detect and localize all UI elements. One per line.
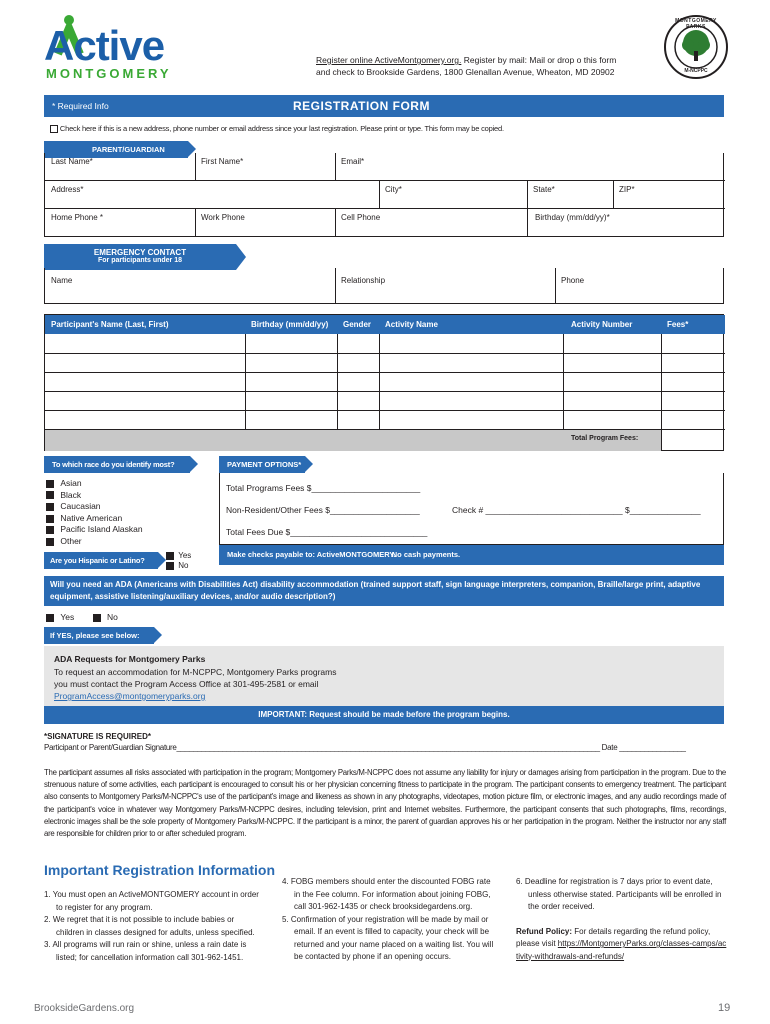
tab-arrow [154, 627, 162, 643]
col-fees: Fees* [667, 320, 689, 329]
info-title: Important Registration Information [44, 862, 275, 878]
race-tab: To which race do you identify most? [44, 456, 190, 473]
zip-field[interactable]: ZIP* [619, 185, 635, 194]
new-address-note: Check here if this is a new address, phone number or email address since your last registration. Please print or type. This form may be copied. [59, 124, 504, 133]
emergency-name-field[interactable]: Name [51, 276, 73, 285]
emergency-phone-field[interactable]: Phone [561, 276, 585, 285]
payment-tab: PAYMENT OPTIONS* [219, 456, 305, 473]
emergency-sub: For participants under 18 [97, 257, 183, 264]
signature-required: *SIGNATURE IS REQUIRED* [44, 732, 151, 741]
tab-arrow [190, 456, 198, 472]
refund-text: For details regarding the refund policy, please visit [516, 926, 711, 948]
logo-word: Active [44, 22, 165, 69]
no-cash-text: No cash payments. [391, 550, 461, 559]
total-fees-row [45, 430, 661, 451]
if-yes-tab: If YES, please see below: [44, 627, 154, 644]
ada-yes-checkbox[interactable] [46, 614, 54, 622]
payable-text: Make checks payable to: ActiveMONTGOMERY. [227, 550, 396, 559]
state-field[interactable]: State* [533, 185, 555, 194]
seal-sub: M-NCPPC [684, 68, 708, 74]
checkbox-icon[interactable] [46, 503, 54, 511]
hispanic-yes[interactable]: Yes [166, 551, 191, 561]
work-phone-field[interactable]: Work Phone [201, 213, 245, 222]
last-name-field[interactable]: Last Name* [51, 157, 93, 166]
refund-policy [516, 926, 728, 964]
seal-text: MONTGOMERY PARKS [675, 18, 717, 30]
emergency-title: EMERGENCY CONTACT [93, 248, 187, 257]
logo-sub: MONTGOMERY [46, 66, 172, 81]
info-item-3: 3. All programs will run rain or shine, unless a rain date is listed; for cancellation information call 301-962-1451. [44, 940, 247, 962]
parent-guardian-grid [44, 153, 724, 237]
col-activity-name: Activity Name [385, 320, 438, 329]
col-participant-name: Participant's Name (Last, First) [51, 320, 169, 329]
footer-site: BrooksideGardens.org [34, 1003, 135, 1014]
col-birthday: Birthday (mm/dd/yy) [251, 320, 329, 329]
table-row[interactable] [45, 354, 725, 373]
checkbox-icon[interactable] [166, 552, 174, 560]
email-field[interactable]: Email* [341, 157, 365, 166]
first-name-field[interactable]: First Name* [201, 157, 244, 166]
register-instructions [316, 54, 646, 78]
checkbox-icon[interactable] [46, 491, 54, 499]
race-option[interactable]: Native American [46, 513, 143, 525]
table-row[interactable] [45, 373, 725, 392]
emergency-contact-grid [44, 268, 724, 304]
ada-question: Will you need an ADA (Americans with Disabilities Act) disability accommodation (trained support staff, sign language interpreters, companion, Braille/large print, adaptive equipment, assistive listening/auxiliary devices, and/or audio description?) [50, 580, 701, 601]
hispanic-no[interactable]: No [166, 561, 191, 571]
info-item-5: 5. Confirmation of your registration will be made by mail or email. If an event is filled to capacity, your check will be returned and your name placed on a waiting list. You will be contacted by phone if an opening occurs. [282, 914, 494, 961]
info-item-6: 6. Deadline for registration is 7 days prior to event date, unless otherwise stated. Participants will be enrolled in the order received. [516, 877, 722, 911]
payable-bar [219, 545, 724, 565]
ada-requests-line1: To request an accommodation for M-NCPPC, Montgomery Parks programs [54, 667, 337, 677]
city-field[interactable]: City* [385, 185, 402, 194]
montgomery-parks-seal [664, 15, 728, 79]
checkbox-icon[interactable] [166, 562, 174, 570]
non-resident-fees[interactable]: Non-Resident/Other Fees $___________________ [226, 505, 420, 515]
table-row[interactable] [45, 411, 725, 430]
info-col-2 [282, 876, 498, 964]
race-option[interactable]: Black [46, 490, 143, 502]
active-montgomery-logo [40, 14, 180, 84]
ada-yes-label: Yes [60, 612, 75, 622]
refund-label: Refund Policy: [516, 926, 573, 936]
hispanic-options [166, 551, 191, 571]
participant-table [44, 314, 724, 451]
ada-no-checkbox[interactable] [93, 614, 101, 622]
tab-arrow [158, 552, 166, 568]
important-bar [44, 706, 724, 724]
page-title: REGISTRATION FORM [293, 99, 430, 113]
race-option[interactable]: Pacific Island Alaskan [46, 524, 143, 536]
register-text-2: and check to Brookside Gardens, 1800 Glenallan Avenue, Wheaton, MD 20902 [316, 67, 615, 77]
emergency-relationship-field[interactable]: Relationship [341, 276, 386, 285]
col-activity-number: Activity Number [571, 320, 633, 329]
ada-requests-line2: you must contact the Program Access Office at 301-495-2581 or email [54, 679, 319, 689]
total-fees-due[interactable]: Total Fees Due $_____________________________ [226, 527, 428, 537]
birthday-field[interactable]: Birthday (mm/dd/yy)* [535, 213, 610, 222]
cell-phone-field[interactable]: Cell Phone [341, 213, 381, 222]
race-option[interactable]: Other [46, 536, 143, 548]
table-row[interactable] [45, 392, 725, 411]
ada-requests-title: ADA Requests for Montgomery Parks [54, 654, 206, 664]
ada-question-bar [44, 576, 724, 606]
info-item-4: 4. FOBG members should enter the discounted FOBG rate in the Fee column. For information about joining FOBG, call 301-962-1435 or check brooksidegardens.org. [282, 877, 491, 911]
ada-email-link[interactable]: ProgramAccess@montgomeryparks.org [54, 691, 206, 701]
waiver-text: The participant assumes all risks associated with participation in the program; Montgomery Parks/M-NCPPC does not assume any liability for injury or damages arising from participation in the program. Due to the strenuous nature of some activities, each participant is encouraged to consult his or her physician concerning fitness to participate in the program. The participant consents to emergency treatment. The participant also consents to Montgomery Parks/M-NCPPC's use of the participant's image and likeness as shown in any photographs, videotapes, motion picture film, or electronic images, and any audio recordings made of the participant's voice in whatever way Montgomery Parks/M-NCPPC desires, including television, print and Internet websites. Furthermore, the participant consents that such photographs, films, recordings, electronic images shall be the sole property of Montgomery Parks/M-NCPPC. If the participant is a minor, the parent of guardian approves his or her participation in the program. Neither the instructor nor any staff are responsible for children prior to or after scheduled program. [44, 768, 726, 839]
new-address-row [50, 124, 504, 133]
info-col-3 [516, 876, 728, 963]
race-options [46, 478, 143, 548]
ada-options [46, 612, 118, 622]
form-title-bar [44, 95, 724, 117]
checkbox-icon[interactable] [46, 480, 54, 488]
race-option[interactable]: Caucasian [46, 501, 143, 513]
race-option[interactable]: Asian [46, 478, 143, 490]
tab-arrow [305, 456, 313, 472]
total-program-fees-label: Total Program Fees: [571, 435, 639, 442]
info-item-1: 1. You must open an ActiveMONTGOMERY account in order to register for any program. [44, 890, 259, 912]
signature-line[interactable]: Participant or Parent/Guardian Signature______________________________________________________________________________________________________ Date ________________ [44, 743, 686, 752]
total-programs-fees[interactable]: Total Programs Fees $_______________________ [226, 483, 421, 493]
parent-guardian-tab: PARENT/GUARDIAN [44, 141, 188, 158]
important-text: IMPORTANT: Request should be made before the program begins. [258, 710, 510, 719]
info-item-2: 2. We regret that it is not possible to include babies or children in classes designed for adults, unless specified. [44, 915, 255, 937]
register-link[interactable]: Register online ActiveMontgomery.org. [316, 55, 462, 65]
tab-arrow [236, 244, 246, 270]
page-number: 19 [718, 1002, 731, 1014]
address-field[interactable]: Address* [51, 185, 84, 194]
checkbox-icon[interactable] [46, 538, 54, 546]
refund-link[interactable]: https://MontgomeryParks.org/classes-camps/activity-withdrawals-and-refunds/ [516, 939, 727, 961]
home-phone-field[interactable]: Home Phone * [51, 213, 104, 222]
check-number[interactable]: Check # _____________________________ $_______________ [452, 505, 701, 515]
emergency-contact-tab [44, 244, 236, 270]
col-gender: Gender [343, 320, 372, 329]
info-col-1 [44, 889, 262, 964]
checkbox-icon[interactable] [46, 515, 54, 523]
ada-no-label: No [107, 612, 118, 622]
hispanic-tab: Are you Hispanic or Latino? [44, 552, 158, 569]
required-info: * Required Info [52, 101, 109, 111]
register-text: Register by mail: Mail or drop o this form [461, 55, 617, 65]
ada-requests-box [44, 646, 724, 706]
checkbox-icon[interactable] [46, 526, 54, 534]
table-row[interactable] [45, 334, 725, 354]
new-address-checkbox[interactable] [50, 125, 58, 133]
